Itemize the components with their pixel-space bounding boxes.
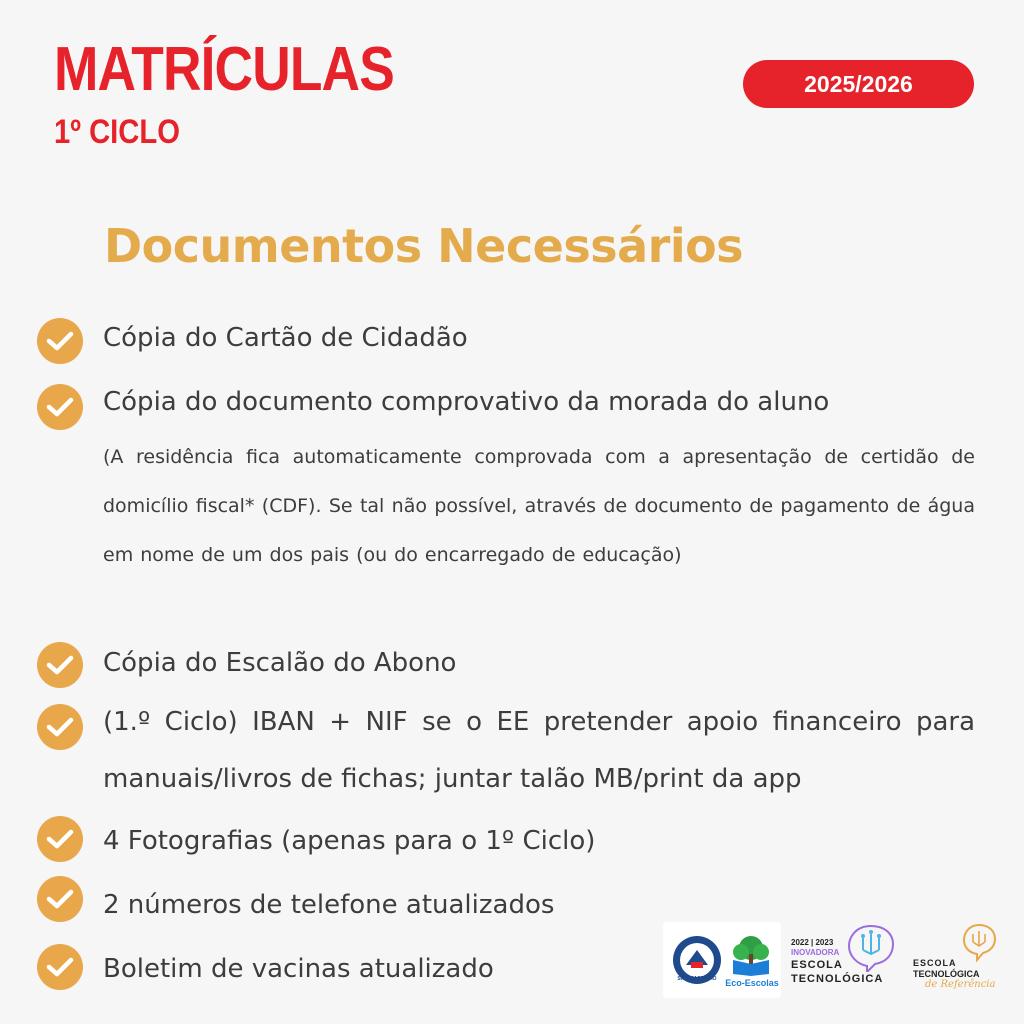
- year-badge: 2025/2026: [743, 60, 974, 108]
- ref-de-referencia-label: de Referência: [925, 979, 996, 990]
- list-item: Cópia do Cartão de Cidadão: [103, 323, 468, 353]
- list-item: Cópia do Escalão do Abono: [103, 648, 457, 678]
- page-title: MATRÍCULAS: [54, 35, 394, 104]
- tecnologica-label: TECNOLÓGICA: [791, 973, 884, 985]
- inovadora-label: INOVADORA: [791, 948, 840, 957]
- check-circle-icon: [37, 318, 83, 364]
- eco-escolas-label: Eco-Escolas: [725, 978, 779, 988]
- escola-label: ESCOLA: [791, 959, 843, 971]
- inovadora-years: 2022 | 2023: [791, 938, 834, 947]
- page-subtitle: 1º CICLO: [54, 113, 181, 151]
- check-circle-icon: [37, 876, 83, 922]
- inovadora-logo: [841, 922, 901, 972]
- section-title: Documentos Necessários: [104, 219, 744, 273]
- check-circle-icon: [37, 816, 83, 862]
- list-item: (1.º Ciclo) IBAN + NIF se o EE pretender apoio financeiro para manuais/livros de fichas; juntar talão MB/print da app: [103, 707, 975, 794]
- partner-logos: [663, 922, 1003, 998]
- ref-tecnologica-label: TECNOLÓGICA: [913, 969, 980, 979]
- list-item: 2 números de telefone atualizados: [103, 890, 555, 920]
- list-item: Boletim de vacinas atualizado: [103, 954, 494, 984]
- eco-escolas-logo: [727, 934, 775, 976]
- address-note: (A residência fica automaticamente comprovada com a apresentação de certidão de domicílio fiscal* (CDF). Se tal não possível, através de documento de pagamento de água em nome de um dos pais (ou do encarregado de educação): [103, 446, 975, 566]
- list-item: 4 Fotografias (apenas para o 1º Ciclo): [103, 826, 596, 856]
- school-seal-label: SÃO MARTINHO: [677, 976, 717, 982]
- list-item: Cópia do documento comprovativo da morada do aluno: [103, 387, 830, 417]
- ref-escola-label: ESCOLA: [913, 958, 957, 968]
- check-circle-icon: [37, 944, 83, 990]
- check-circle-icon: [37, 704, 83, 750]
- referencia-logo: [959, 922, 999, 962]
- check-circle-icon: [37, 642, 83, 688]
- check-circle-icon: [37, 384, 83, 430]
